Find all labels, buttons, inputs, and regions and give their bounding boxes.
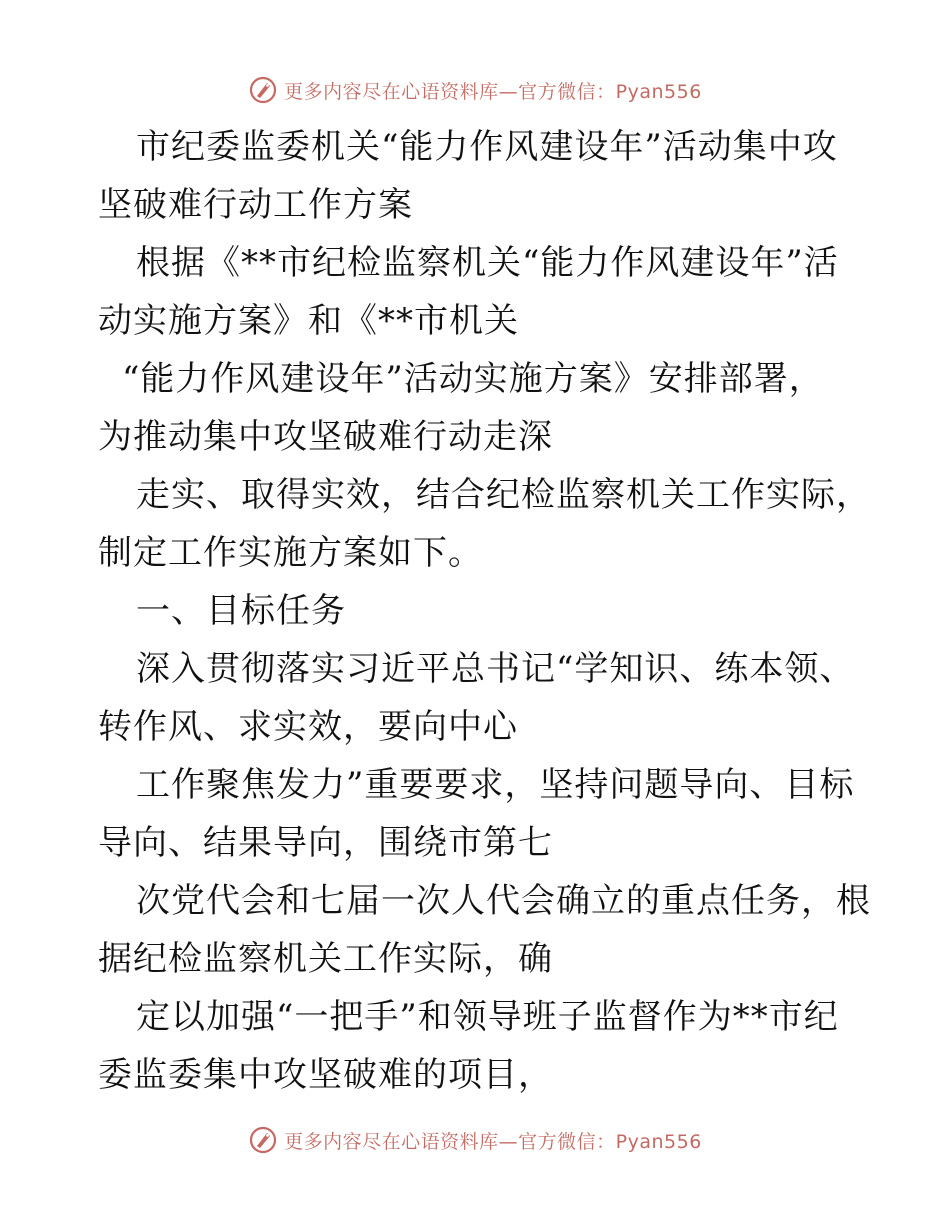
paragraph-line: “能力作风建设年”活动实施方案》安排部署，	[122, 359, 824, 399]
document-body	[98, 118, 871, 1104]
paragraph-line: 深入贯彻落实习近平总书记“学知识、练本领、	[136, 649, 855, 689]
section-heading: 一、目标任务	[136, 591, 346, 631]
footer-watermark-text: 更多内容尽在心语资料库—官方微信：Pyan556	[284, 1130, 702, 1153]
title-line-1: 市纪委监委机关“能力作风建设年”活动集中攻	[136, 127, 838, 167]
footer-watermark-banner	[0, 1120, 950, 1160]
paragraph-line: 工作聚焦发力”重要要求，坚持问题导向、目标	[136, 765, 855, 805]
paragraph-line: 次党代会和七届一次人代会确立的重点任务，根	[136, 881, 871, 921]
pen-nib-logo-icon	[248, 75, 278, 105]
paragraph-line: 根据《**市纪检监察机关“能力作风建设年”活	[136, 243, 839, 283]
paragraph-line: 动实施方案》和《**市机关	[98, 301, 519, 341]
title-line-2: 坚破难行动工作方案	[98, 185, 413, 225]
paragraph-line: 定以加强“一把手”和领导班子监督作为**市纪	[136, 997, 839, 1037]
paragraph-line: 为推动集中攻坚破难行动走深	[98, 417, 553, 457]
header-watermark-text: 更多内容尽在心语资料库—官方微信：Pyan556	[284, 80, 702, 103]
pen-nib-logo-icon	[248, 1125, 278, 1155]
paragraph-line: 导向、结果导向，围绕市第七	[98, 823, 553, 863]
paragraph-line: 走实、取得实效，结合纪检监察机关工作实际，	[136, 475, 871, 515]
paragraph-line: 制定工作实施方案如下。	[98, 533, 483, 573]
paragraph-line: 委监委集中攻坚破难的项目，	[98, 1055, 553, 1095]
header-watermark-banner	[0, 70, 950, 110]
paragraph-line: 转作风、求实效，要向中心	[98, 707, 518, 747]
paragraph-line: 据纪检监察机关工作实际，确	[98, 939, 553, 979]
